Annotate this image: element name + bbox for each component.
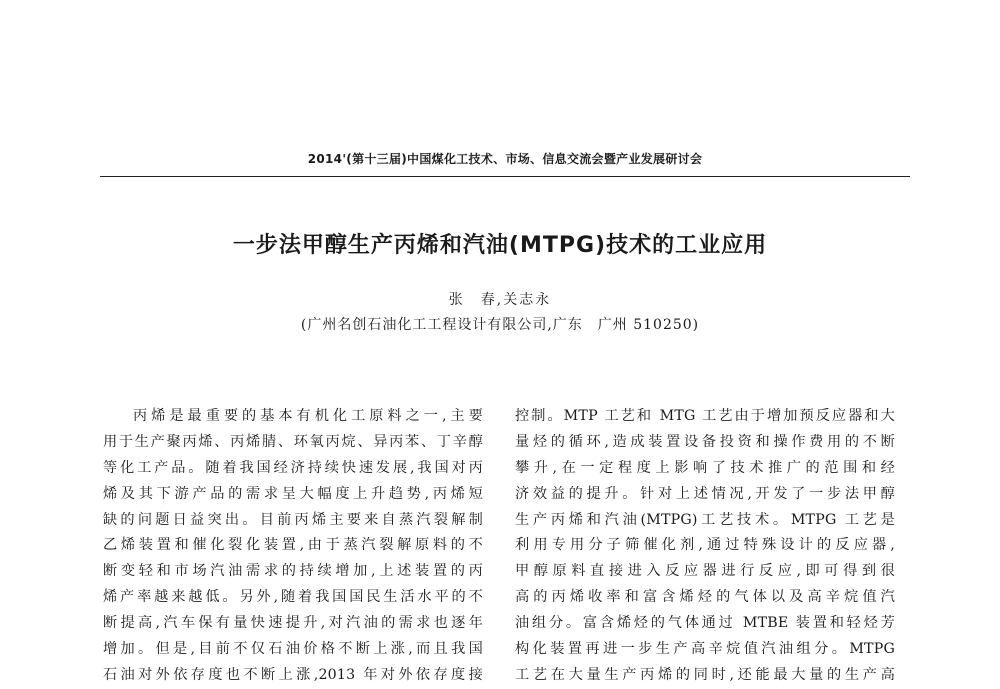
article-affiliation: (广州名创石油化工工程设计有限公司,广东 广州 510250): [300, 317, 700, 333]
body-line: 生产丙烯和汽油(MTPG)工艺技术。MTPG 工艺是: [515, 511, 895, 528]
body-column-left: [103, 404, 483, 689]
body-line: 构化装置再进一步生产高辛烷值汽油组分。MTPG: [515, 641, 895, 658]
body-line: 增加。但是,目前不仅石油价格不断上涨,而且我国: [103, 641, 483, 658]
article-authors: 张 春,关志永: [448, 292, 552, 308]
header-rule: [100, 176, 910, 177]
article-title: 一步法甲醇生产丙烯和汽油(MTPG)技术的工业应用: [232, 233, 768, 258]
body-line: 等化工产品。随着我国经济持续快速发展,我国对丙: [103, 459, 483, 476]
body-line: 用于生产聚丙烯、丙烯腈、环氧丙烷、异丙苯、丁辛醇: [103, 433, 483, 450]
body-line: 乙烯装置和催化裂化装置,由于蒸汽裂解原料的不: [103, 537, 483, 554]
body-line: 控制。MTP 工艺和 MTG 工艺由于增加预反应器和大: [515, 408, 895, 424]
body-line: 缺的问题日益突出。目前丙烯主要来自蒸汽裂解制: [103, 511, 483, 528]
body-line: 烯及其下游产品的需求呈大幅度上升趋势,丙烯短: [103, 485, 483, 502]
body-line: 烯产率越来越低。另外,随着我国国民生活水平的不: [103, 589, 483, 606]
body-line: 甲醇原料直接进入反应器进行反应,即可得到很: [515, 563, 895, 580]
body-line: 济效益的提升。针对上述情况,开发了一步法甲醇: [515, 485, 895, 502]
body-line: 利用专用分子筛催化剂,通过特殊设计的反应器,: [515, 537, 895, 554]
body-line: 高的丙烯收率和富含烯烃的气体以及高辛烷值汽: [515, 589, 895, 606]
body-line: 工艺在大量生产丙烯的同时,还能最大量的生产高: [515, 666, 895, 683]
body-line: 攀升,在一定程度上影响了技术推广的范围和经: [515, 459, 895, 476]
body-line: 量烃的循环,造成装置设备投资和操作费用的不断: [515, 433, 895, 450]
body-line: 石油对外依存度也不断上涨,2013 年对外依存度接: [103, 666, 483, 683]
body-line: 断提高,汽车保有量快速提升,对汽油的需求也逐年: [103, 615, 483, 632]
body-line: 断变轻和市场汽油需求的持续增加,上述装置的丙: [103, 563, 483, 580]
conference-header: 2014'(第十三届)中国煤化工技术、市场、信息交流会暨产业发展研讨会: [307, 152, 703, 166]
body-column-right: [515, 404, 895, 689]
body-line: 丙烯是最重要的基本有机化工原料之一,主要: [133, 408, 483, 424]
body-line: 油组分。富含烯烃的气体通过 MTBE 装置和轻烃芳: [515, 615, 895, 632]
